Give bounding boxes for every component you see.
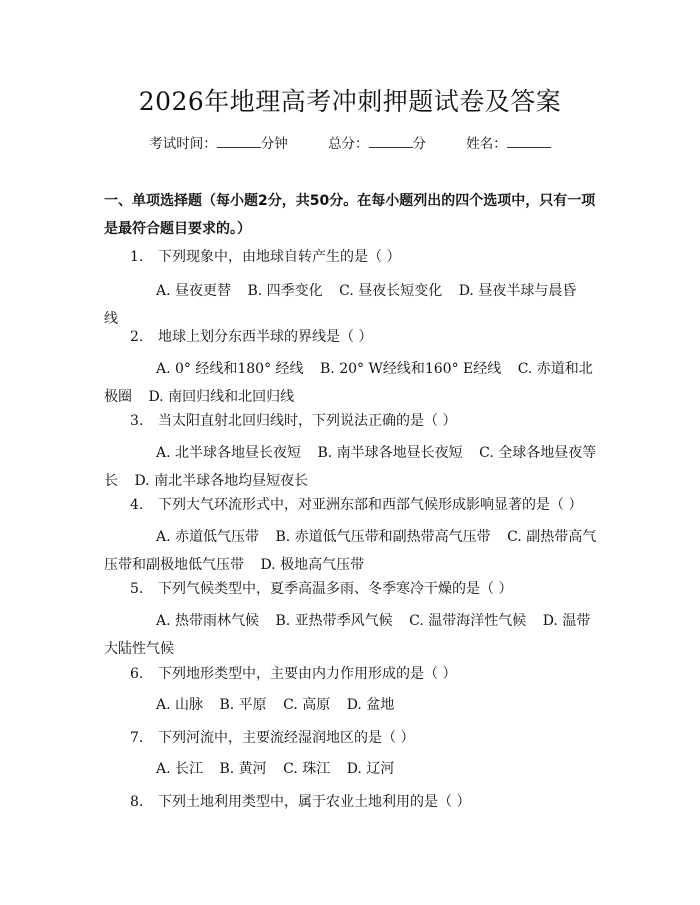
question-stem: 地球上划分东西半球的界线是（ ）: [158, 329, 373, 345]
question-6-options: [104, 691, 600, 719]
option-b: B. 20° W经线和160° E经线: [320, 361, 502, 377]
option-b: B. 黄河: [219, 761, 267, 777]
option-b: B. 平原: [219, 697, 267, 713]
question-number: 8.: [130, 794, 144, 810]
option-c: C. 副热带高气压带和副极地低气压带: [104, 529, 597, 573]
time-label: 考试时间：: [149, 136, 217, 152]
option-d: D. 南北半球各地均昼短夜长: [134, 473, 309, 489]
exam-title: 2026年地理高考冲刺押题试卷及答案: [138, 87, 562, 116]
option-b: B. 南半球各地昼长夜短: [317, 445, 463, 461]
question-stem: 当太阳直射北回归线时，下列说法正确的是（ ）: [158, 413, 457, 429]
option-a: A. 昼夜更替: [156, 283, 232, 299]
option-d: D. 极地高气压带: [260, 557, 365, 573]
name-label: 姓名：: [466, 136, 507, 152]
option-c: C. 昼夜长短变化: [339, 283, 443, 299]
question-stem: 下列土地利用类型中，属于农业土地利用的是（ ）: [158, 794, 471, 810]
question-2: [104, 323, 600, 351]
option-c: C. 高原: [283, 697, 331, 713]
question-2-options: [104, 351, 600, 411]
question-stem: 下列气候类型中，夏季高温多雨、冬季寒冷干燥的是（ ）: [158, 581, 513, 597]
question-4-options: [104, 519, 600, 579]
score-field: [328, 136, 430, 152]
question-number: 1.: [130, 249, 144, 265]
option-c: C. 珠江: [283, 761, 331, 777]
question-3-options: [104, 435, 600, 495]
option-a: A. 山脉: [156, 697, 204, 713]
score-blank: [369, 135, 413, 148]
section-heading: 一、单项选择题（每小题2分，共50分。在每小题列出的四个选项中，只有一项是最符合题目要求的。）: [104, 193, 596, 237]
question-7: [104, 724, 600, 752]
question-4: [104, 491, 600, 519]
question-number: 6.: [130, 666, 144, 682]
option-d: D. 温带大陆性气候: [104, 613, 591, 657]
question-3: [104, 407, 600, 435]
question-5: [104, 575, 600, 603]
score-label: 总分：: [328, 136, 369, 152]
time-unit: 分钟: [260, 136, 288, 152]
option-c: C. 赤道和北极圈: [104, 361, 593, 405]
question-number: 5.: [130, 581, 144, 597]
option-d: D. 盆地: [346, 697, 395, 713]
option-c: C. 温带海洋性气候: [409, 613, 527, 629]
option-a: A. 赤道低气压带: [156, 529, 260, 545]
exam-info-line: [0, 132, 700, 152]
question-stem: 下列地形类型中，主要由内力作用形成的是（ ）: [158, 666, 457, 682]
option-a: A. 长江: [156, 761, 204, 777]
question-6: [104, 660, 600, 688]
time-field: [149, 136, 292, 152]
option-a: A. 北半球各地昼长夜短: [156, 445, 302, 461]
question-8: [104, 788, 600, 816]
option-d: D. 南回归线和北回归线: [148, 389, 295, 405]
name-field: [466, 136, 551, 152]
option-c: C. 全球各地昼夜等长: [104, 445, 597, 489]
question-number: 7.: [130, 730, 144, 746]
question-stem: 下列大气环流形式中，对亚洲东部和西部气候形成影响显著的是（ ）: [158, 497, 583, 513]
option-d: D. 辽河: [346, 761, 395, 777]
time-blank: [217, 135, 261, 148]
question-stem: 下列河流中，主要流经湿润地区的是（ ）: [158, 730, 415, 746]
score-unit: 分: [412, 136, 426, 152]
question-stem: 下列现象中，由地球自转产生的是（ ）: [158, 249, 401, 265]
option-d: D. 昼夜半球与晨昏线: [104, 283, 577, 327]
question-number: 3.: [130, 413, 144, 429]
question-7-options: [104, 755, 600, 783]
option-a: A. 热带雨林气候: [156, 613, 260, 629]
option-a: A. 0° 经线和180° 经线: [156, 361, 304, 377]
question-number: 2.: [130, 329, 144, 345]
option-b: B. 亚热带季风气候: [275, 613, 393, 629]
option-b: B. 赤道低气压带和副热带高气压带: [275, 529, 491, 545]
option-b: B. 四季变化: [247, 283, 323, 299]
question-number: 4.: [130, 497, 144, 513]
name-blank: [507, 135, 551, 148]
question-5-options: [104, 603, 600, 663]
question-1: [104, 243, 600, 271]
